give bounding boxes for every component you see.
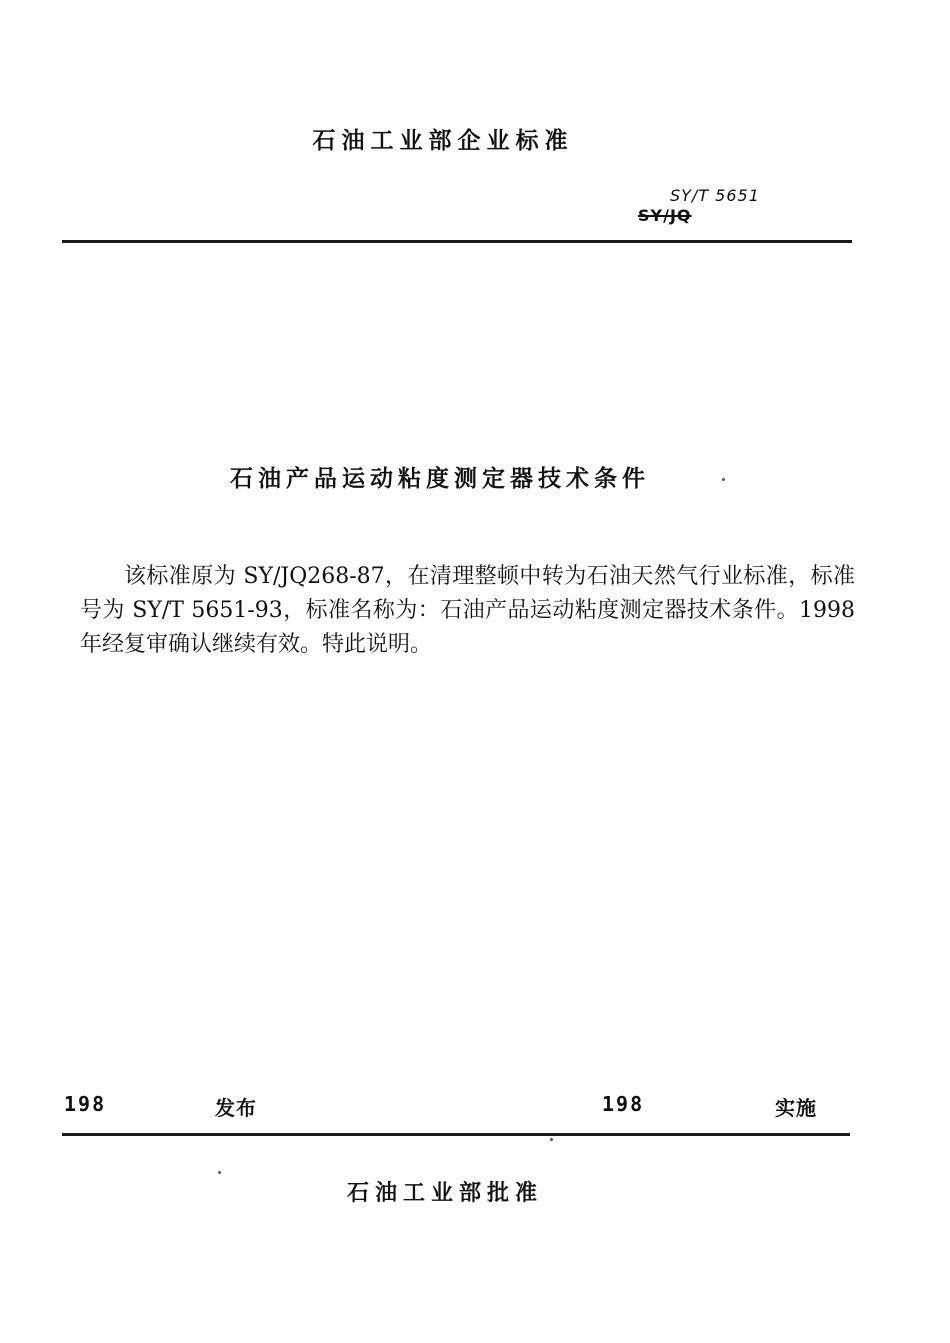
- standard-number-block: [630, 186, 780, 236]
- date-row: [0, 1092, 950, 1126]
- scan-speck: [550, 1138, 553, 1141]
- issuing-body-title: 石油工业部企业标准: [312, 127, 574, 154]
- issue-year: 198: [64, 1092, 107, 1116]
- scan-speck: [722, 478, 725, 481]
- footer-divider: [62, 1133, 850, 1136]
- notice-paragraph: 该标准原为 SY/JQ268-87，在清理整顿中转为石油天然气行业标准，标准号为 SY/T 5651-93，标准名称为：石油产品运动粘度测定器技术条件。1998 年经复审确认继续有效。特此说明。: [80, 564, 855, 657]
- issue-label: 发布: [215, 1096, 257, 1120]
- standard-number-struck: SY/JQ: [638, 206, 692, 225]
- standard-number-handwritten: SY/T 5651: [670, 186, 760, 205]
- implement-year: 198: [602, 1092, 645, 1116]
- document-title: 石油产品运动粘度测定器技术条件: [230, 465, 650, 492]
- approval-line: 石油工业部批准: [346, 1180, 543, 1206]
- scan-speck: [218, 1171, 221, 1174]
- header-divider: [62, 240, 852, 243]
- implement-label: 实施: [775, 1096, 817, 1120]
